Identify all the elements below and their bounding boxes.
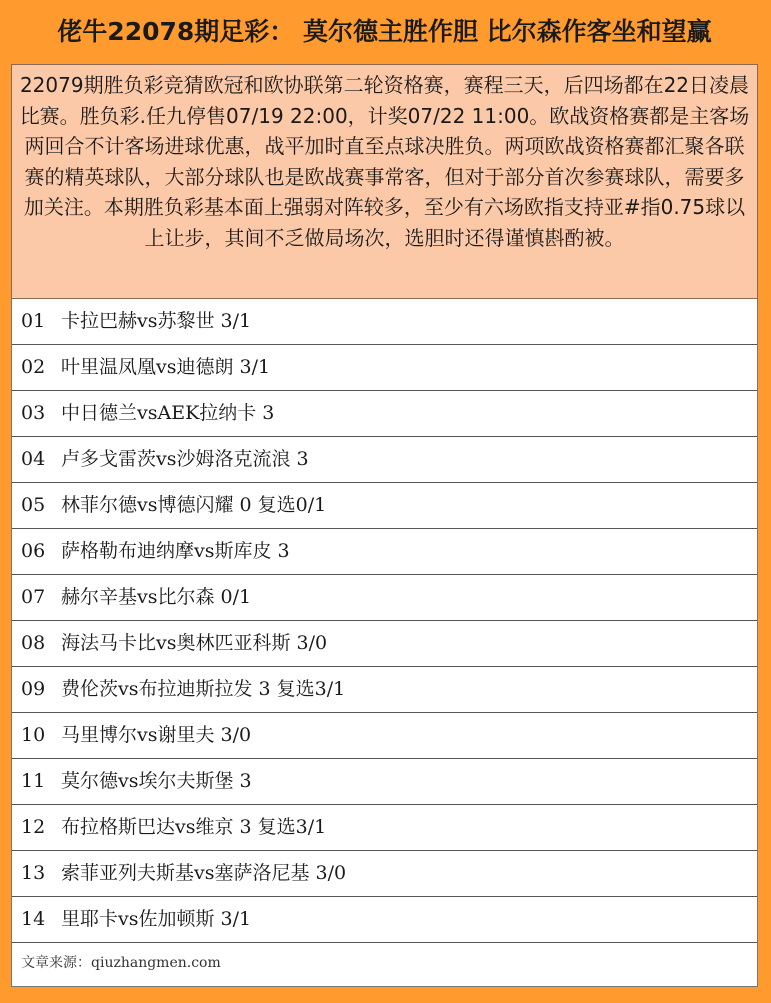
match-row	[12, 391, 757, 437]
match-number: 05	[21, 494, 46, 516]
match-row	[12, 299, 757, 345]
match-row	[12, 713, 757, 759]
match-number: 07	[21, 586, 46, 608]
match-row	[12, 437, 757, 483]
match-text: 卡拉巴赫vs苏黎世 3/1	[61, 310, 252, 332]
match-row	[12, 621, 757, 667]
match-number: 02	[21, 356, 46, 378]
match-text: 叶里温凤凰vs迪德朗 3/1	[61, 356, 271, 378]
match-text: 赫尔辛基vs比尔森 0/1	[61, 586, 252, 608]
match-text: 索菲亚列夫斯基vs塞萨洛尼基 3/0	[61, 862, 347, 884]
match-row	[12, 759, 757, 805]
match-list	[11, 299, 758, 943]
match-number: 11	[21, 770, 46, 792]
match-row	[12, 575, 757, 621]
match-text: 莫尔德vs埃尔夫斯堡 3	[61, 770, 252, 792]
match-text: 林菲尔德vs博德闪耀 0 复选0/1	[61, 494, 327, 516]
match-row	[12, 851, 757, 897]
match-number: 10	[21, 724, 46, 746]
match-number: 12	[21, 816, 46, 838]
match-text: 马里博尔vs谢里夫 3/0	[61, 724, 252, 746]
article-frame	[11, 0, 758, 991]
match-row	[12, 529, 757, 575]
match-text: 布拉格斯巴达vs维京 3 复选3/1	[61, 816, 327, 838]
match-text: 中日德兰vsAEK拉纳卡 3	[61, 402, 275, 424]
match-number: 04	[21, 448, 46, 470]
match-number: 01	[21, 310, 46, 332]
match-number: 03	[21, 402, 46, 424]
match-text: 萨格勒布迪纳摩vs斯库皮 3	[61, 540, 290, 562]
match-text: 里耶卡vs佐加顿斯 3/1	[61, 908, 252, 930]
match-number: 09	[21, 678, 46, 700]
source-credit: 文章来源：qiuzhangmen.com	[11, 943, 758, 987]
match-text: 卢多戈雷茨vs沙姆洛克流浪 3	[61, 448, 309, 470]
page-title: 佬牛22078期足彩： 莫尔德主胜作胆 比尔森作客坐和望赢	[57, 17, 712, 46]
intro-paragraph: 22079期胜负彩竞猜欧冠和欧协联第二轮资格赛，赛程三天，后四场都在22日凌晨比赛。胜负彩.任九停售07/19 22:00，计奖07/22 11:00。欧战资格赛都是主客场两回合不计客场进球优惠，战平加时直至点球决胜负。两项欧战资格赛都汇聚各联赛的精英球队，大部分球队也是欧战赛事常客，但对于部分首次参赛球队，需要多加关注。本期胜负彩基本面上强弱对阵较多，至少有六场欧指支持亚#指0.75球以上让步，其间不乏做局场次，选胆时还得谨慎斟酌被。	[11, 64, 758, 299]
match-number: 13	[21, 862, 46, 884]
match-number: 14	[21, 908, 46, 930]
match-number: 06	[21, 540, 46, 562]
match-text: 海法马卡比vs奥林匹亚科斯 3/0	[61, 632, 328, 654]
match-text: 费伦茨vs布拉迪斯拉发 3 复选3/1	[61, 678, 346, 700]
match-row	[12, 667, 757, 713]
match-row	[12, 483, 757, 529]
match-row	[12, 897, 757, 943]
match-row	[12, 345, 757, 391]
match-row	[12, 805, 757, 851]
match-number: 08	[21, 632, 46, 654]
